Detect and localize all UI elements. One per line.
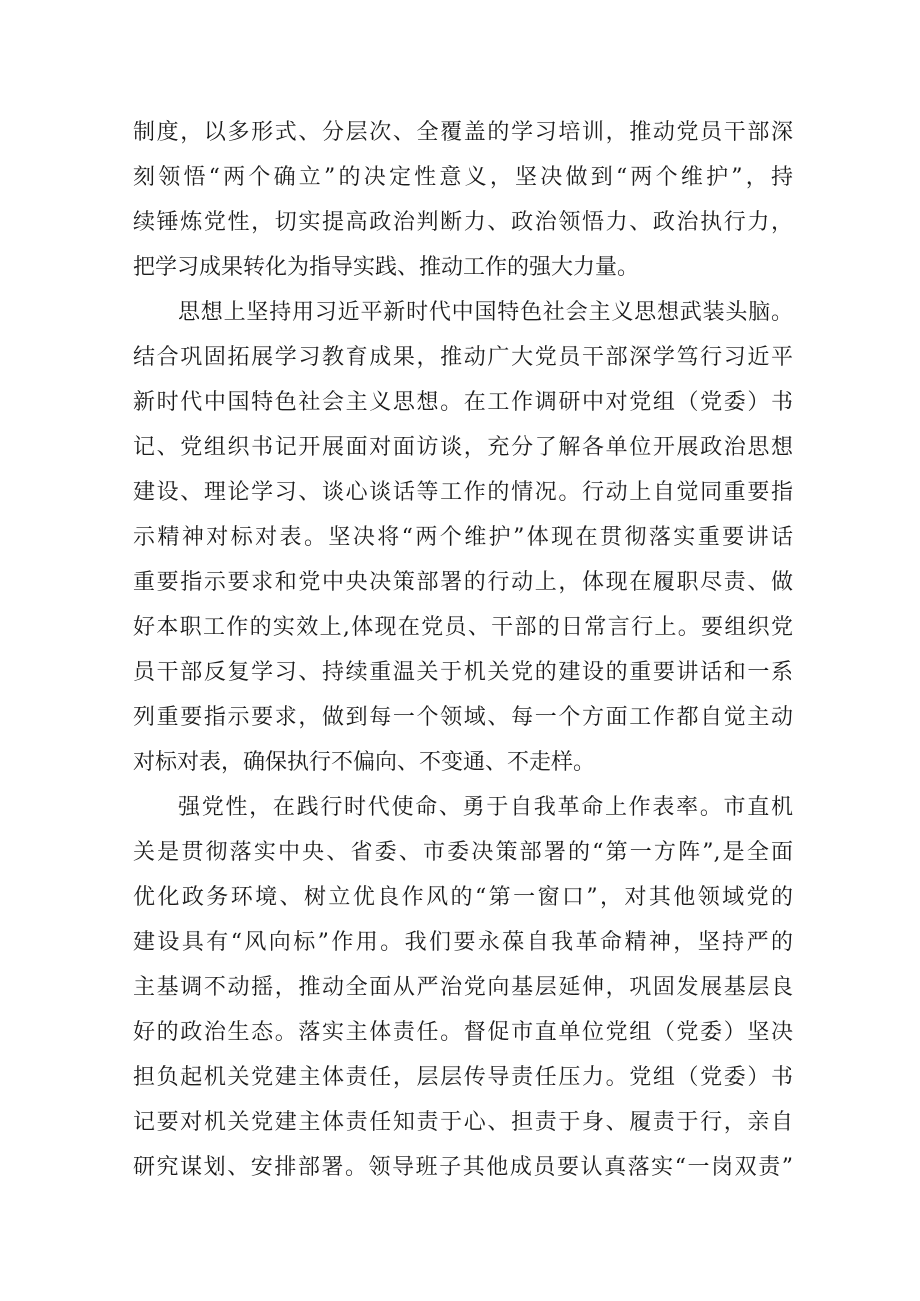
text-line: 关是贯彻落实中央、省委、市委决策部署的“第一方阵”,是全面 xyxy=(133,840,793,865)
text-line: 新时代中国特色社会主义思想。在工作调研中对党组（党委）书 xyxy=(133,390,793,415)
text-line: 列重要指示要求，做到每一个领域、每一个方面工作都自觉主动 xyxy=(133,705,793,730)
text-line: 优化政务环境、树立优良作风的“第一窗口”，对其他领域党的 xyxy=(133,885,793,910)
text-line: 制度，以多形式、分层次、全覆盖的学习培训，推动党员干部深 xyxy=(133,120,793,145)
text-line: 好的政治生态。落实主体责任。督促市直单位党组（党委）坚决 xyxy=(133,1020,793,1045)
text-line: 好本职工作的实效上,体现在党员、干部的日常言行上。要组织党 xyxy=(133,615,793,640)
text-line: 记、党组织书记开展面对面访谈，充分了解各单位开展政治思想 xyxy=(133,435,793,460)
text-line: 建设、理论学习、谈心谈话等工作的情况。行动上自觉同重要指 xyxy=(133,480,793,505)
text-line: 对标对表，确保执行不偏向、不变通、不走样。 xyxy=(133,750,596,775)
text-line: 续锤炼党性，切实提高政治判断力、政治领悟力、政治执行力， xyxy=(133,210,793,235)
text-line: 建设具有“风向标”作用。我们要永葆自我革命精神，坚持严的 xyxy=(133,930,793,955)
text-line: 担负起机关党建主体责任，层层传导责任压力。党组（党委）书 xyxy=(133,1065,793,1090)
text-line: 主基调不动摇，推动全面从严治党向基层延伸，巩固发展基层良 xyxy=(133,975,793,1000)
text-line: 示精神对标对表。坚决将“两个维护”体现在贯彻落实重要讲话 xyxy=(133,525,793,550)
text-line: 员干部反复学习、持续重温关于机关党的建设的重要讲话和一系 xyxy=(133,660,793,685)
text-line: 把学习成果转化为指导实践、推动工作的强大力量。 xyxy=(133,255,640,280)
text-line: 刻领悟“两个确立”的决定性意义，坚决做到“两个维护”，持 xyxy=(133,165,793,190)
paragraph-first-line: 思想上坚持用习近平新时代中国特色社会主义思想武装头脑。 xyxy=(178,300,793,325)
text-line: 重要指示要求和党中央决策部署的行动上，体现在履职尽责、做 xyxy=(133,570,793,595)
text-line: 结合巩固拓展学习教育成果，推动广大党员干部深学笃行习近平 xyxy=(133,345,793,370)
text-line: 记要对机关党建主体责任知责于心、担责于身、履责于行，亲自 xyxy=(133,1110,793,1135)
text-line: 研究谋划、安排部署。领导班子其他成员要认真落实“一岗双责” xyxy=(133,1155,793,1180)
paragraph-first-line: 强党性，在践行时代使命、勇于自我革命上作表率。市直机 xyxy=(178,795,793,820)
